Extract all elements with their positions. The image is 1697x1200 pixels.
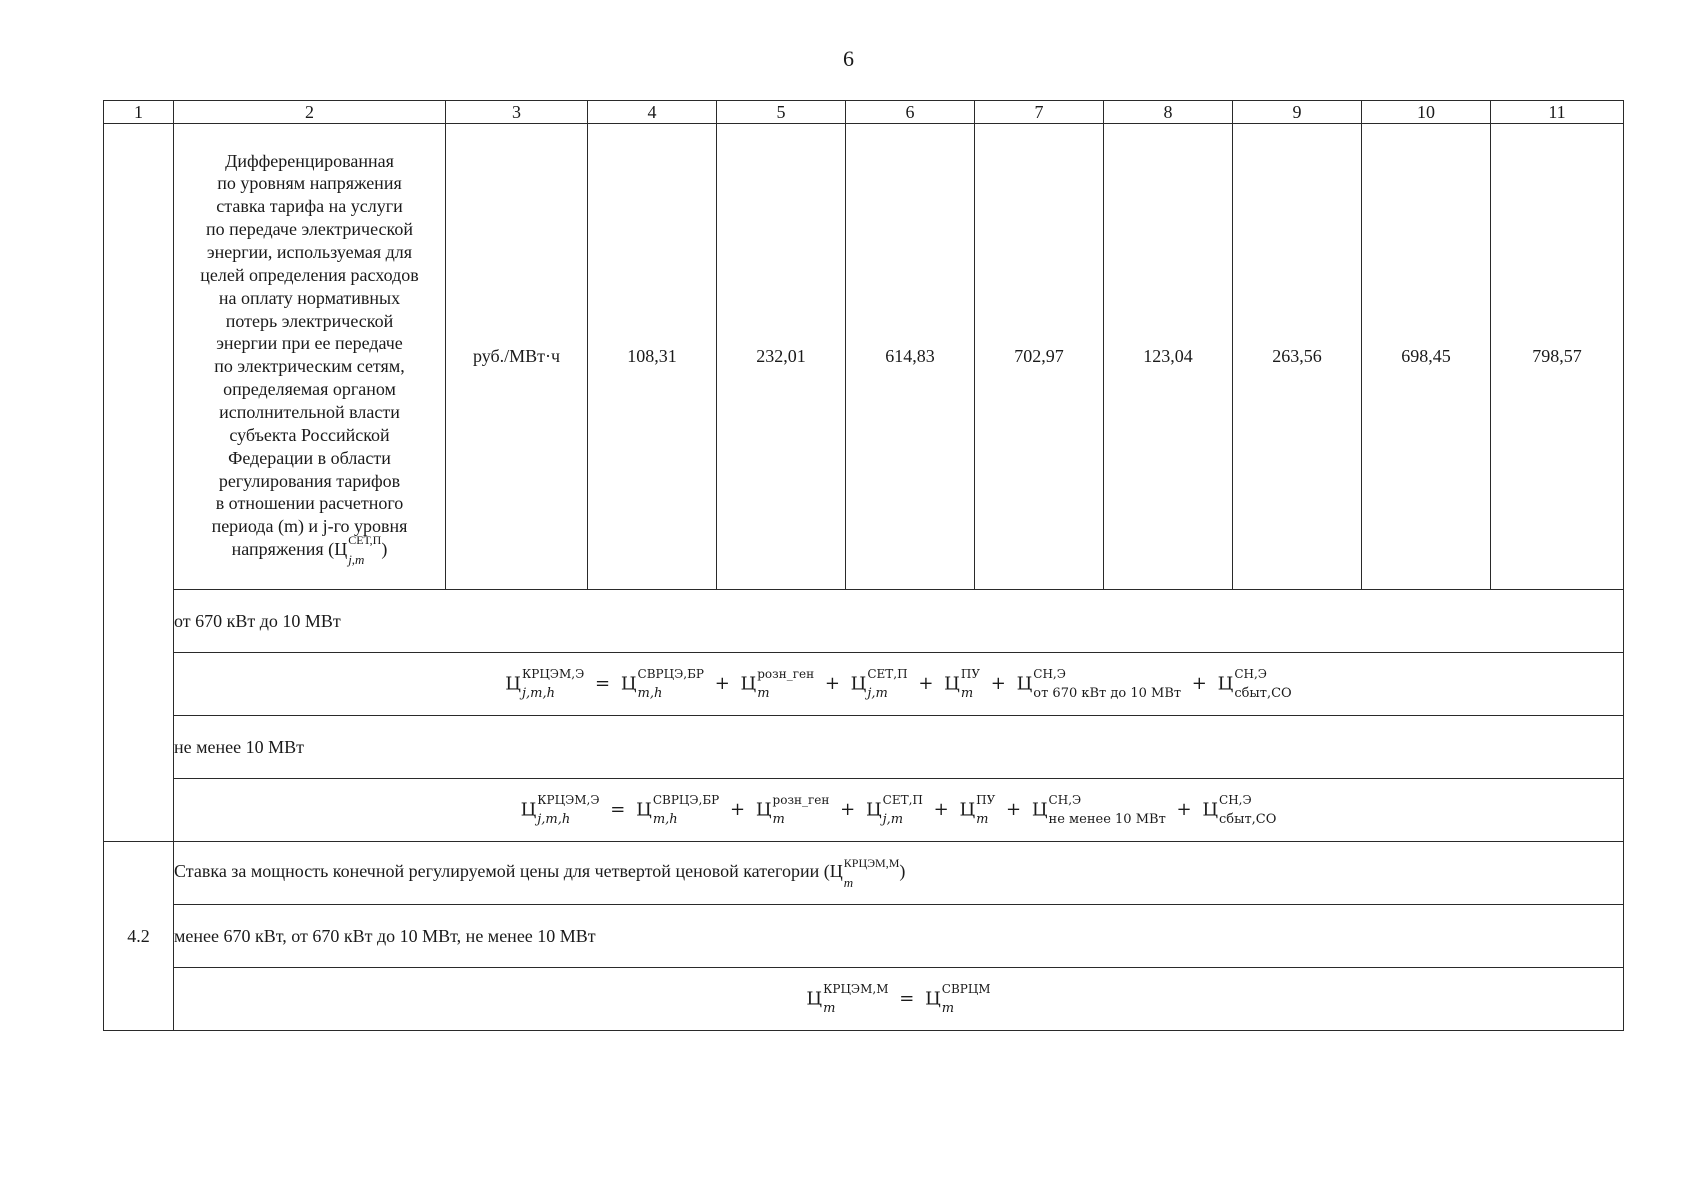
formula-subscript: m [772, 811, 785, 827]
section-title-text: Ставка за мощность конечной регулируемой цены для четвертой ценовой категории ( [174, 861, 830, 882]
plus-sign: + [714, 673, 730, 694]
formula-subscript: m,h [637, 685, 663, 701]
section-label-row [104, 905, 1624, 968]
formula-4-2 [174, 968, 1624, 1031]
formula-superscript: СВРЦЭ,БР [637, 666, 704, 681]
equals-sign: = [610, 799, 626, 820]
formula-superscript: КРЦЭМ,М [823, 981, 889, 996]
formula-row [104, 968, 1624, 1031]
plus-sign: + [824, 673, 840, 694]
desc-line: энергии при ее передаче [216, 333, 403, 354]
value-cell: 698,45 [1362, 124, 1491, 590]
formula-superscript: СЕТ,П [882, 792, 923, 807]
desc-last-suffix: ) [381, 539, 388, 560]
desc-line: в отношении расчетного [215, 493, 404, 514]
plus-sign: + [918, 673, 934, 694]
transmission-tariff-row [104, 124, 1624, 590]
math-symbol: Ц [505, 673, 521, 694]
formula-superscript: розн_ген [772, 792, 830, 807]
header-cell: 9 [1233, 101, 1362, 124]
plus-sign: + [1006, 799, 1022, 820]
tariff-table [103, 100, 1624, 1031]
formula-superscript: ПУ [960, 666, 980, 681]
equals-sign: = [899, 988, 915, 1009]
formula-subscript: m [941, 1000, 955, 1016]
plus-sign: + [1176, 799, 1192, 820]
math-symbol: Ц [740, 673, 757, 694]
equals-sign: = [595, 673, 611, 694]
row-number-empty [104, 124, 174, 842]
math-symbol: Ц [829, 861, 843, 882]
desc-last-prefix: напряжения ( [231, 539, 335, 560]
header-cell: 7 [975, 101, 1104, 124]
header-cell: 8 [1104, 101, 1233, 124]
math-symbol: Ц [620, 673, 637, 694]
math-symbol: Ц [850, 673, 867, 694]
plus-sign: + [840, 799, 856, 820]
formula-subscript: не менее 10 МВт [1048, 811, 1166, 827]
formula-superscript: СН,Э [1033, 666, 1066, 681]
plus-sign: + [990, 673, 1006, 694]
header-cell: 10 [1362, 101, 1491, 124]
section-label-670-10: от 670 кВт до 10 МВт [174, 590, 1624, 653]
formula-superscript: СН,Э [1234, 666, 1267, 681]
math-symbol: Ц [1202, 799, 1219, 820]
formula-subscript: сбыт,СО [1219, 811, 1277, 827]
math-symbol: Ц [959, 799, 976, 820]
formula-superscript: СН,Э [1048, 792, 1082, 807]
desc-line: энергии, используемая для [206, 241, 413, 262]
formula-row [104, 779, 1624, 842]
formula-subscript: от 670 кВт до 10 МВт [1033, 685, 1182, 701]
desc-line: определяемая органом [223, 379, 396, 400]
header-cell: 4 [588, 101, 717, 124]
math-symbol: Ц [944, 673, 960, 694]
value-cell: 263,56 [1233, 124, 1362, 590]
section-4-2-title [174, 842, 1624, 905]
math-symbol: Ц [334, 539, 348, 560]
section-label-row [104, 590, 1624, 653]
unit-cell: руб./МВт·ч [446, 124, 588, 590]
math-symbol: Ц [1217, 673, 1234, 694]
math-symbol: Ц [520, 799, 537, 820]
header-cell: 1 [104, 101, 174, 124]
value-cell: 798,57 [1491, 124, 1624, 590]
value-cell: 123,04 [1104, 124, 1233, 590]
section-4-2-title-row [104, 842, 1624, 905]
formula-subscript: j,m,h [537, 811, 571, 827]
formula-subscript: j,m [867, 685, 888, 701]
formula-row [104, 653, 1624, 716]
math-symbol: Ц [1016, 673, 1033, 694]
formula-subscript: m [976, 811, 989, 827]
symbol-subscript: j,m [348, 552, 365, 568]
math-symbol: Ц [806, 988, 823, 1009]
desc-line: регулирования тарифов [218, 470, 401, 491]
header-cell: 3 [446, 101, 588, 124]
formula-superscript: КРЦЭМ,Э [521, 666, 585, 681]
section-4-2-label: менее 670 кВт, от 670 кВт до 10 МВт, не менее 10 МВт [174, 905, 1624, 968]
tariff-description [174, 124, 446, 590]
formula-subscript: m [823, 1000, 836, 1016]
plus-sign: + [1191, 673, 1207, 694]
formula-670-10 [174, 653, 1624, 716]
desc-line: по передаче электрической [205, 219, 414, 240]
header-cell: 2 [174, 101, 446, 124]
formula-superscript: СЕТ,П [867, 666, 908, 681]
math-symbol: Ц [925, 988, 941, 1009]
formula-subscript: m [757, 685, 770, 701]
value-cell: 108,31 [588, 124, 717, 590]
formula-superscript: СН,Э [1219, 792, 1252, 807]
formula-subscript: сбыт,СО [1234, 685, 1292, 701]
formula-superscript: СВРЦЭ,БР [652, 792, 720, 807]
formula-subscript: m,h [652, 811, 678, 827]
formula-superscript: розн_ген [757, 666, 815, 681]
math-symbol: Ц [636, 799, 652, 820]
formula-superscript: ПУ [976, 792, 996, 807]
desc-line: Федерации в области [228, 447, 391, 468]
value-cell: 232,01 [717, 124, 846, 590]
section-label-row [104, 716, 1624, 779]
desc-line: исполнительной власти [219, 401, 400, 422]
symbol-superscript: СЕТ,П [348, 533, 382, 548]
math-symbol: Ц [865, 799, 882, 820]
formula-subscript: m [843, 874, 854, 890]
formula-subscript: j,m [882, 811, 904, 827]
header-cell: 5 [717, 101, 846, 124]
value-cell: 614,83 [846, 124, 975, 590]
formula-superscript: КРЦЭМ,Э [537, 792, 600, 807]
plus-sign: + [730, 799, 746, 820]
math-symbol: Ц [1031, 799, 1048, 820]
section-title-suffix: ) [899, 861, 906, 882]
header-cell: 6 [846, 101, 975, 124]
value-cell: 702,97 [975, 124, 1104, 590]
section-number: 4.2 [104, 842, 174, 1031]
desc-line: по электрическим сетям, [214, 356, 405, 377]
page-number: 6 [843, 46, 854, 71]
desc-line: ставка тарифа на услуги [216, 196, 403, 217]
math-symbol: Ц [755, 799, 772, 820]
desc-line: целей определения расходов [200, 264, 419, 285]
desc-line: субъекта Российской [229, 424, 390, 445]
formula-superscript: СВРЦМ [941, 981, 991, 996]
desc-line: потерь электрической [225, 310, 394, 331]
desc-line: по уровням напряжения [217, 173, 402, 194]
column-number-header [104, 101, 1624, 124]
formula-10-plus [174, 779, 1624, 842]
formula-subscript: m [960, 685, 974, 701]
formula-superscript: КРЦЭМ,М [843, 855, 900, 870]
plus-sign: + [933, 799, 949, 820]
formula-subscript: j,m,h [521, 685, 555, 701]
header-cell: 11 [1491, 101, 1624, 124]
desc-line: периода (m) и j-го уровня [211, 516, 408, 537]
desc-line: на оплату нормативных [218, 287, 401, 308]
desc-line: Дифференцированная [225, 150, 394, 171]
section-label-10-plus: не менее 10 МВт [174, 716, 1624, 779]
